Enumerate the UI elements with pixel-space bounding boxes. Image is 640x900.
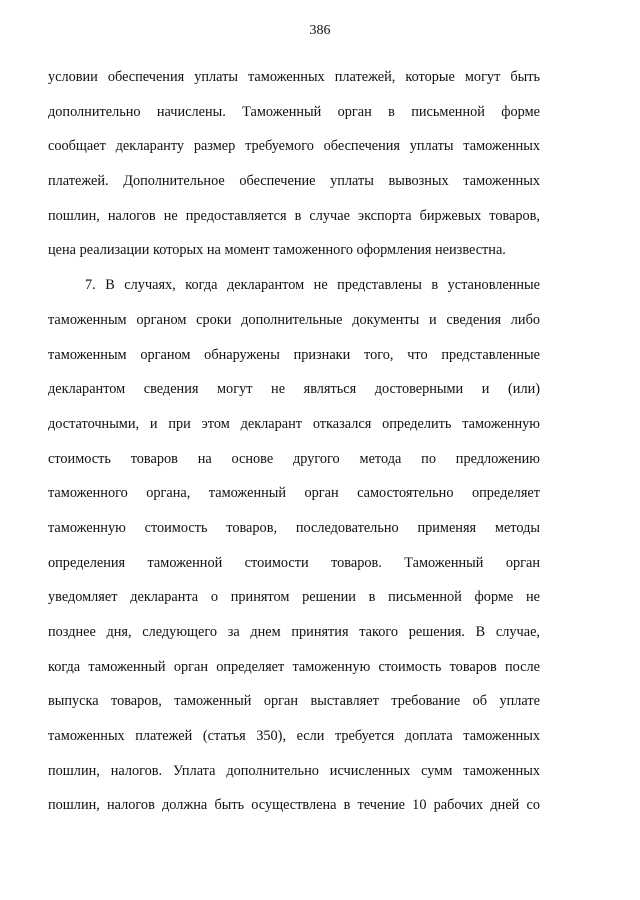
text-line: сообщает декларанту размер требуемого обеспечения уплаты таможенных [48,138,540,155]
text-line: декларантом сведения могут не являться достоверными и (или) [48,381,540,398]
text-line: когда таможенный орган определяет таможенную стоимость товаров после [48,658,540,675]
text-line: пошлин, налогов не предоставляется в случае экспорта биржевых товаров, [48,207,540,224]
text-line: таможенную стоимость товаров, последовательно применяя методы [48,519,540,536]
text-line: платежей. Дополнительное обеспечение уплаты вывозных таможенных [48,173,540,190]
text-line: таможенным органом сроки дополнительные документы и сведения либо [48,311,540,328]
text-line: определения таможенной стоимости товаров. Таможенный орган [48,554,540,571]
text-line: пошлин, налогов должна быть осуществлена в течение 10 рабочих дней со [48,797,540,814]
document-body [48,66,540,829]
text-line: пошлин, налогов. Уплата дополнительно исчисленных сумм таможенных [48,762,540,779]
paragraph-start-line: 7. В случаях, когда декларантом не представлены в установленные [85,277,540,294]
page-number: 386 [309,23,331,38]
text-line: выпуска товаров, таможенный орган выставляет требование об уплате [48,693,540,710]
text-line: условии обеспечения уплаты таможенных платежей, которые могут быть [48,69,540,85]
text-line: таможенным органом обнаружены признаки того, что представленные [48,346,540,363]
text-line: позднее дня, следующего за днем принятия такого решения. В случае, [48,624,540,640]
text-line: уведомляет декларанта о принятом решении в письменной форме не [48,589,540,606]
text-line: дополнительно начислены. Таможенный орган в письменной форме [48,103,540,120]
text-line: таможенного органа, таможенный орган самостоятельно определяет [48,485,540,502]
text-line: цена реализации которых на момент таможенного оформления неизвестна. [48,242,506,259]
text-line: таможенных платежей (статья 350), если требуется доплата таможенных [48,728,540,745]
text-line: стоимость товаров на основе другого метода по предложению [48,450,540,467]
text-line: достаточными, и при этом декларант отказался определить таможенную [48,415,540,432]
